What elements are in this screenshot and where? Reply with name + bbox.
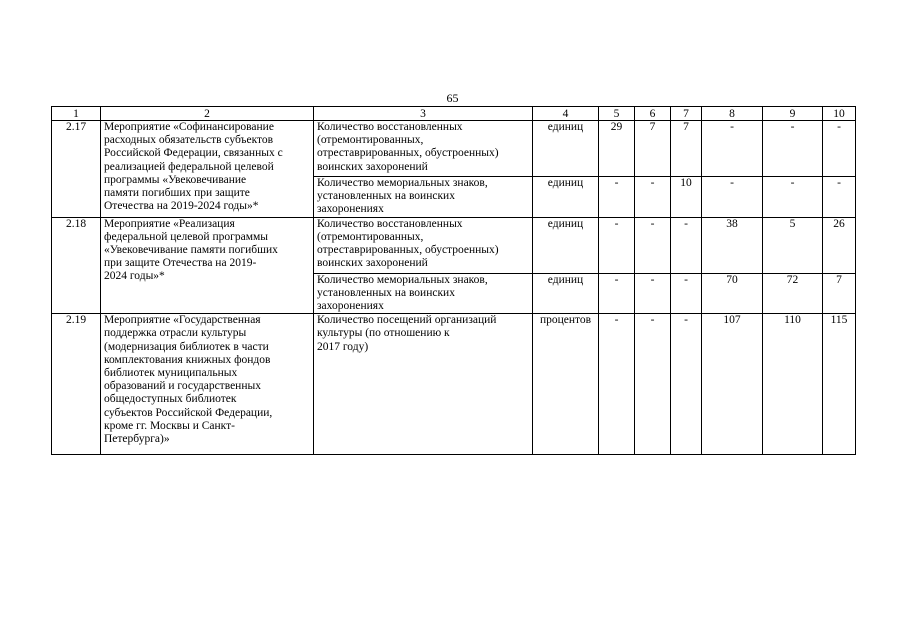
event-line: Мероприятие «Софинансирование: [104, 121, 274, 133]
row-number: 2.18: [52, 217, 101, 314]
row-number: 2.19: [52, 314, 101, 455]
header-cell: 5: [599, 107, 635, 121]
event-line: программы «Увековечивание: [104, 173, 247, 186]
event-line: библиотек муниципальных: [104, 367, 238, 380]
indicator-line: установленных на воинских: [317, 190, 455, 203]
page-number: 65: [446, 91, 459, 105]
value-cell: -: [671, 314, 702, 455]
unit-cell: единиц: [533, 121, 599, 177]
header-cell: 2: [101, 107, 314, 121]
event-line: субъектов Российской Федерации,: [104, 406, 273, 419]
value-cell: 10: [671, 177, 702, 218]
event-line: при защите Отечества на 2019-: [104, 257, 257, 270]
indicator-line: (отремонтированных,: [317, 230, 424, 243]
indicator-line: 2017 году): [317, 340, 369, 353]
indicator-line: установленных на воинских: [317, 286, 455, 299]
value-cell: -: [635, 177, 671, 218]
table-row: [52, 314, 856, 455]
event-line: Петербурга)»: [104, 433, 170, 446]
event-line: федеральной целевой программы: [104, 230, 268, 243]
event-line: Мероприятие «Реализация: [104, 217, 235, 230]
event-line: Российской Федерации, связанных с: [104, 147, 283, 160]
indicator-cell: [314, 177, 533, 218]
value-cell: 110: [763, 314, 823, 455]
header-cell: 3: [314, 107, 533, 121]
value-cell: -: [763, 121, 823, 177]
event-line: 2024 годы»*: [104, 270, 165, 283]
value-cell: 26: [823, 217, 856, 273]
value-cell: -: [599, 314, 635, 455]
header-cell: 9: [763, 107, 823, 121]
value-cell: -: [635, 314, 671, 455]
value-cell: 7: [671, 121, 702, 177]
value-cell: -: [635, 273, 671, 314]
event-cell: [101, 217, 314, 314]
indicator-cell: [314, 121, 533, 177]
event-line: реализацией федеральной целевой: [104, 160, 274, 173]
event-line: (модернизация библиотек в части: [104, 340, 269, 353]
event-line: общедоступных библиотек: [104, 393, 237, 406]
indicator-cell: [314, 273, 533, 314]
table-row: [52, 217, 856, 273]
indicator-cell: [314, 314, 533, 455]
event-line: расходных обязательств субъектов: [104, 134, 274, 147]
header-cell: 10: [823, 107, 856, 121]
event-line: образований и государственных: [104, 380, 261, 393]
indicator-line: захоронениях: [317, 300, 384, 313]
event-line: «Увековечивание памяти погибших: [104, 244, 278, 257]
header-cell: 7: [671, 107, 702, 121]
header-cell: 4: [533, 107, 599, 121]
header-cell: 8: [702, 107, 763, 121]
unit-cell: единиц: [533, 217, 599, 273]
value-cell: -: [823, 177, 856, 218]
value-cell: -: [635, 217, 671, 273]
indicator-line: воинских захоронений: [317, 257, 428, 270]
indicator-cell: [314, 217, 533, 273]
header-cell: 1: [52, 107, 101, 121]
value-cell: -: [702, 177, 763, 218]
value-cell: -: [599, 177, 635, 218]
event-line: памяти погибших при защите: [104, 187, 250, 200]
value-cell: -: [763, 177, 823, 218]
header-row: [52, 107, 856, 121]
event-cell: [101, 314, 314, 455]
indicator-line: отреставрированных, обустроенных): [317, 244, 499, 257]
indicator-line: захоронениях: [317, 203, 384, 216]
event-cell: [101, 121, 314, 218]
row-number: 2.17: [52, 121, 101, 218]
value-cell: 7: [823, 273, 856, 314]
indicator-line: культуры (по отношению к: [317, 327, 450, 340]
value-cell: 29: [599, 121, 635, 177]
indicators-table: [51, 106, 856, 455]
indicator-line: Количество мемориальных знаков,: [317, 177, 488, 189]
indicator-line: Количество восстановленных: [317, 217, 463, 230]
event-line: Мероприятие «Государственная: [104, 314, 261, 327]
indicator-line: Количество посещений организаций: [317, 314, 497, 327]
indicator-line: (отремонтированных,: [317, 134, 424, 147]
indicator-line: Количество восстановленных: [317, 121, 463, 133]
value-cell: 115: [823, 314, 856, 455]
value-cell: 38: [702, 217, 763, 273]
table-row: [52, 121, 856, 177]
value-cell: -: [702, 121, 763, 177]
value-cell: 107: [702, 314, 763, 455]
unit-cell: единиц: [533, 273, 599, 314]
event-line: комплектования книжных фондов: [104, 353, 271, 366]
unit-cell: единиц: [533, 177, 599, 218]
value-cell: 7: [635, 121, 671, 177]
indicator-line: воинских захоронений: [317, 160, 428, 173]
value-cell: -: [671, 273, 702, 314]
indicator-line: отреставрированных, обустроенных): [317, 147, 499, 160]
value-cell: -: [823, 121, 856, 177]
event-line: Отечества на 2019-2024 годы»*: [104, 200, 259, 213]
value-cell: -: [671, 217, 702, 273]
header-cell: 6: [635, 107, 671, 121]
value-cell: -: [599, 273, 635, 314]
value-cell: 72: [763, 273, 823, 314]
value-cell: -: [599, 217, 635, 273]
event-line: поддержка отрасли культуры: [104, 327, 247, 340]
value-cell: 70: [702, 273, 763, 314]
value-cell: 5: [763, 217, 823, 273]
unit-cell: процентов: [533, 314, 599, 455]
event-line: кроме гг. Москвы и Санкт-: [104, 419, 235, 432]
indicator-line: Количество мемориальных знаков,: [317, 273, 488, 286]
